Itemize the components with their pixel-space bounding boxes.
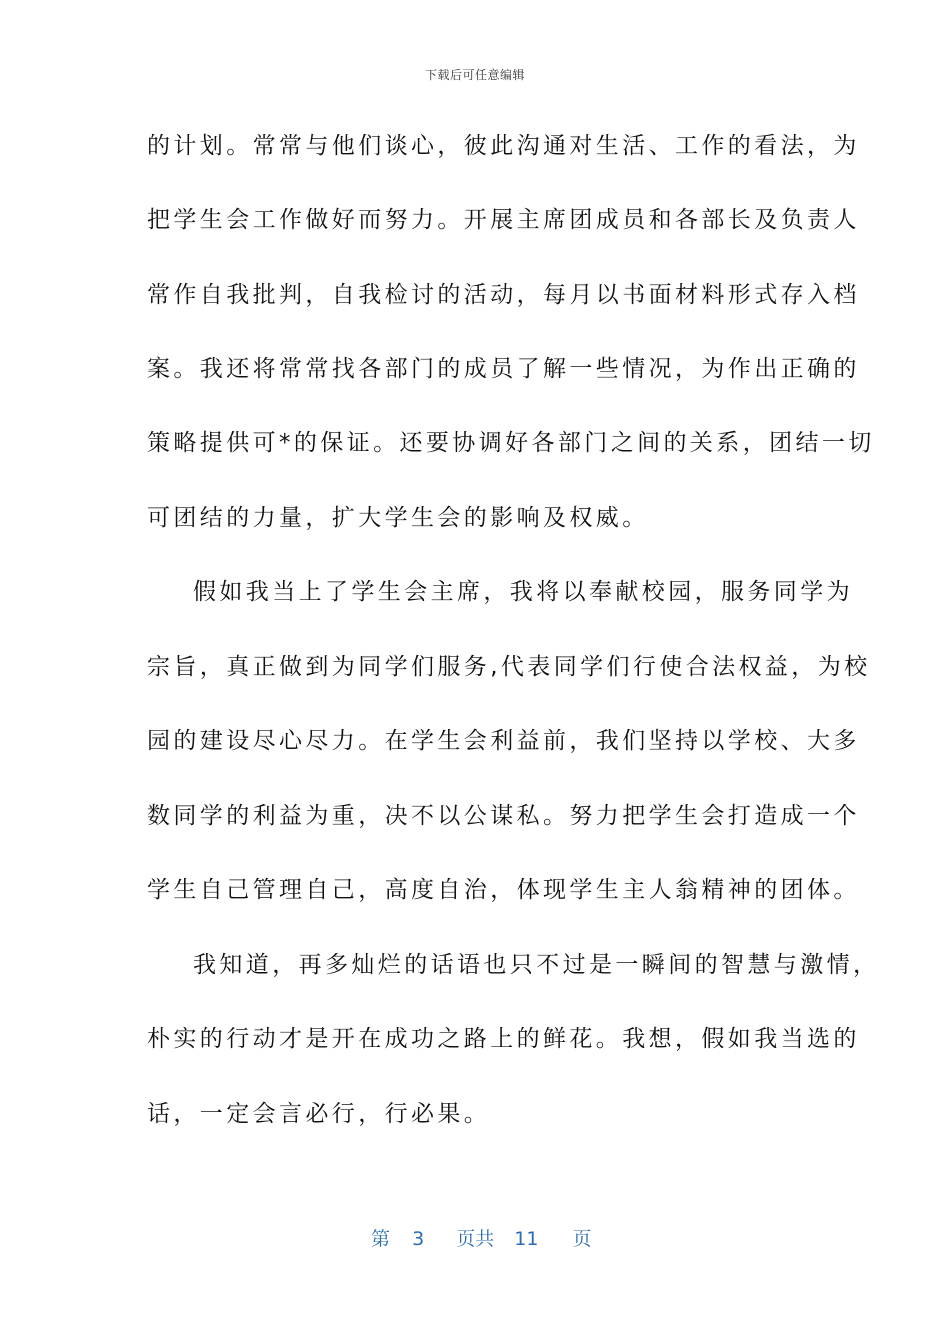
page-footer: [371, 1226, 592, 1252]
text-line: 学生自己管理自己，高度自治，体现学生主人翁精神的团体。: [147, 877, 860, 903]
footer-prefix: 第: [371, 1228, 391, 1250]
text-line: 园的建设尽心尽力。在学生会利益前，我们坚持以学校、大多: [147, 728, 860, 754]
text-line: 数同学的利益为重，决不以公谋私。努力把学生会打造成一个: [147, 803, 860, 829]
footer-middle: 页共: [456, 1228, 495, 1250]
footer-suffix: 页: [572, 1228, 592, 1250]
text-line: 朴实的行动才是开在成功之路上的鲜花。我想，假如我当选的: [147, 1026, 860, 1052]
text-line: 的计划。常常与他们谈心，彼此沟通对生活、工作的看法，为: [147, 133, 860, 159]
text-line: 话，一定会言必行，行必果。: [147, 1101, 491, 1127]
text-line: 策略提供可*的保证。还要协调好各部门之间的关系，团结一切: [147, 430, 875, 456]
text-line: 把学生会工作做好而努力。开展主席团成员和各部长及负责人: [147, 207, 860, 233]
header-note: 下载后可任意编辑: [424, 68, 525, 82]
paragraph-start-line: 假如我当上了学生会主席，我将以奉献校园，服务同学为: [193, 579, 853, 605]
paragraph-start-line: 我知道，再多灿烂的话语也只不过是一瞬间的智慧与激情，: [193, 952, 880, 978]
text-line: 常作自我批判，自我检讨的活动，每月以书面材料形式存入档: [147, 282, 860, 308]
text-line: 案。我还将常常找各部门的成员了解一些情况，为作出正确的: [147, 356, 860, 382]
text-line: 可团结的力量，扩大学生会的影响及权威。: [147, 505, 649, 531]
total-page-number: 11: [514, 1228, 539, 1250]
text-line: 宗旨，真正做到为同学们服务,代表同学们行使合法权益，为校: [147, 654, 871, 680]
current-page-number: 3: [412, 1228, 425, 1250]
